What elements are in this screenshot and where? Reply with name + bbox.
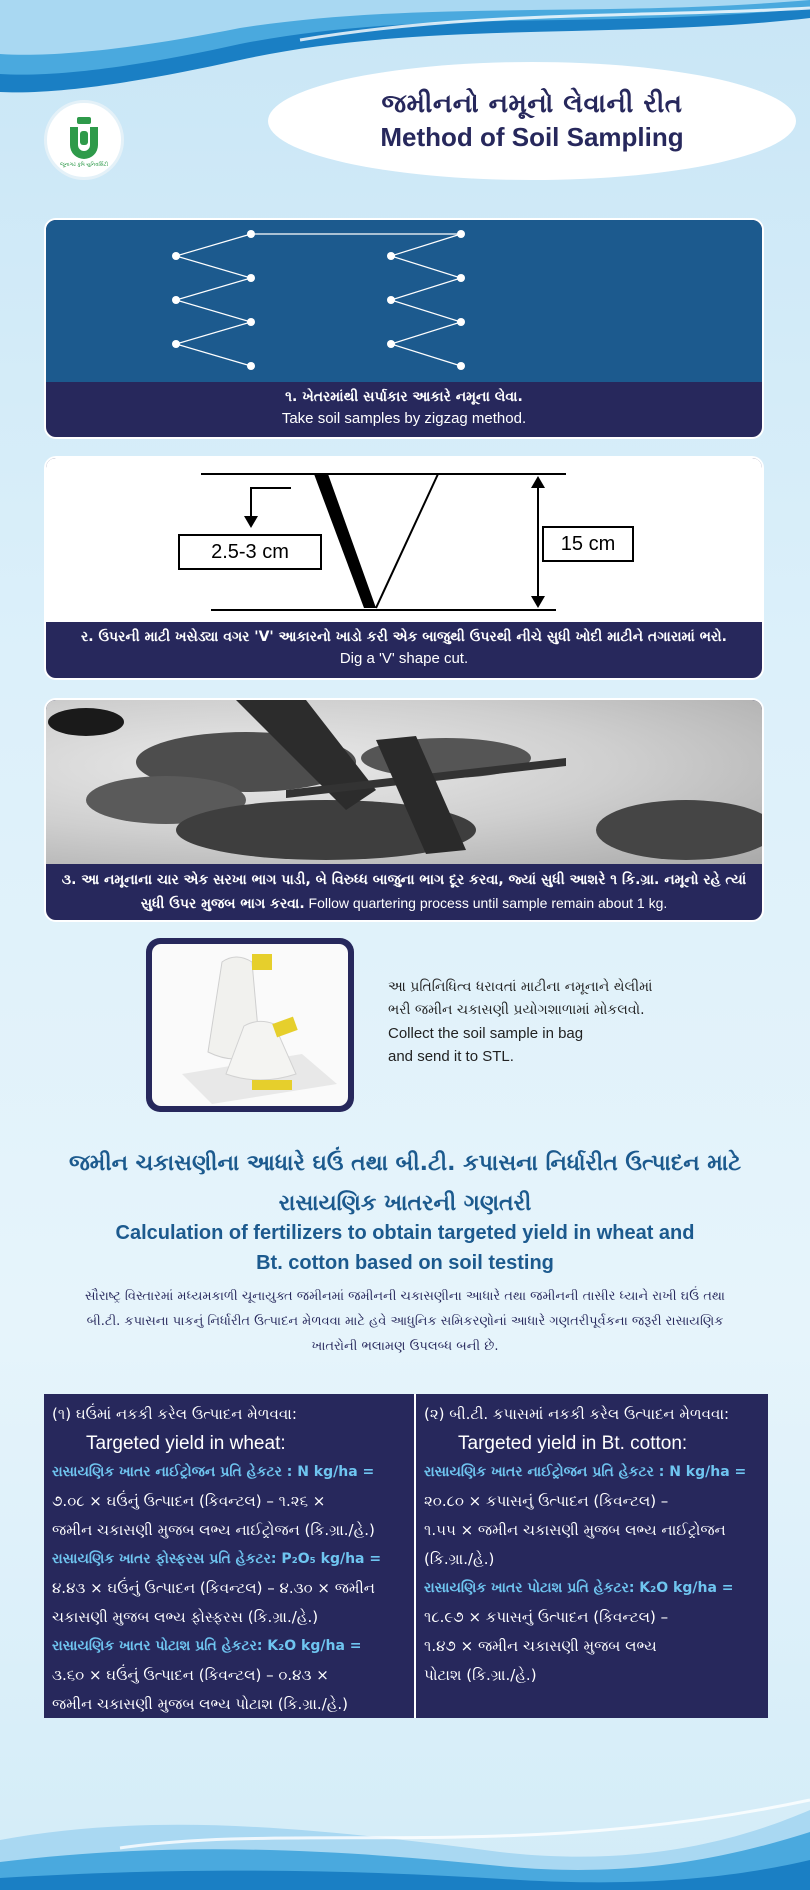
step-3-caption-gujarati: ૩. આ નમૂનાના ચાર એક સરખા ભાગ પાડી, બે વિરુધ્ધ બાજુના ભાગ દૂર કરવા, જ્યાં સુધી આશરે ૧ કિ.ગ્રા. નમૂનો રહે ત્યાં સુધી ઉપર મુજબ ભાગ કરવા. (61, 872, 747, 912)
step-1-caption-english: Take soil samples by zigzag method. (281, 410, 527, 427)
step-3-caption-english: Follow quartering process until sample remain about 1 kg. (308, 895, 668, 911)
cotton-column (416, 1394, 768, 1718)
calc-title-gu-line-1: જમીન ચકાસણીના આધારે ઘઉં તથા બી.ટી. કપાસના નિર્ધારીત ઉત્પાદન માટે (68, 1151, 742, 1176)
step-2-caption (46, 622, 762, 674)
cotton-subheading: Targeted yield in Bt. cotton: (458, 1433, 688, 1454)
bag-instructions (388, 976, 718, 1068)
depth-label-cut: 15 cm (542, 526, 634, 562)
intro-line-1: સૌરાષ્ટ્ર વિસ્તારમાં મધ્યમકાળી ચૂનાયુક્ત જમીનમાં જમીનની ચકાસણીના આધારે તથા જમીનની તાસીર ધ્યાને રાખી ઘઉં તથા (85, 1289, 725, 1304)
wheat-nitrogen-formula-1: ૭.૦૮ × ઘઉંનું ઉત્પાદન (કિવન્ટલ) – ૧.૨૬ × (52, 1492, 326, 1510)
bag-line-4: and send it to STL. (388, 1048, 514, 1065)
wheat-potash-formula-1: ૩.૬૦ × ઘઉંનું ઉત્પાદન (કિવન્ટલ) – ૦.૪૩ × (52, 1666, 329, 1684)
cotton-nitrogen-formula-1: ૨૦.૮૦ × કપાસનું ઉત્પાદન (કિવન્ટલ) – (424, 1492, 669, 1510)
calculation-heading-gujarati (30, 1144, 780, 1224)
cotton-heading: (૨) બી.ટી. કપાસમાં નકકી કરેલ ઉત્પાદન મેળવવા: (424, 1405, 730, 1423)
bag-line-1: આ પ્રતિનિધિત્વ ધરાવતાં માટીના નમૂનાને થેલીમાં (388, 979, 653, 995)
bag-line-2: ભરી જમીન ચકાસણી પ્રયોગશાળામાં મોકલવો. (388, 1002, 645, 1018)
wheat-heading: (૧) ઘઉંમાં નકકી કરેલ ઉત્પાદન મેળવવા: (52, 1405, 297, 1423)
calc-title-en-line-1: Calculation of fertilizers to obtain targeted yield in wheat and (115, 1222, 695, 1244)
page-title-english: Method of Soil Sampling (380, 122, 684, 152)
wheat-subheading: Targeted yield in wheat: (86, 1433, 286, 1454)
wheat-nitrogen-formula-2: જમીન ચકાસણી મુજબ લભ્ય નાઈટ્રોજન (કિ.ગ્રા./હે.) (52, 1521, 375, 1539)
wheat-phosphorus-label: રાસાયણિક ખાતર ફોસ્ફરસ પ્રતિ હેકટર: P₂O₅ kg/ha = (52, 1551, 382, 1567)
bag-line-3: Collect the soil sample in bag (388, 1025, 584, 1042)
calc-title-gu-line-2: રાસાયણિક ખાતરની ગણતરી (278, 1191, 532, 1216)
svg-text:જૂનાગઢ કૃષિ યુનિવર્સિટી: જૂનાગઢ કૃષિ યુનિવર્સિટી (59, 162, 109, 168)
step-2-caption-gujarati: ર. ઉપરની માટી ખસેડ્યા વગર 'V' આકારનો ખાડો કરી એક બાજુથી ઉપરથી નીચે સુધી ખોદી માટીને તગારામાં ભરો. (81, 629, 727, 645)
cotton-potash-label: રાસાયણિક ખાતર પોટાશ પ્રતિ હેકટર: K₂O kg/ha = (424, 1580, 734, 1596)
cotton-potash-formula-2: ૧.૪૭ × જમીન ચકાસણી મુજબ લભ્ય (424, 1637, 657, 1655)
wheat-potash-label: રાસાયણિક ખાતર પોટાશ પ્રતિ હેકટર: K₂O kg/ha = (52, 1638, 362, 1654)
wheat-phosphorus-formula-1: ૪.૪૩ × ઘઉંનું ઉત્પાદન (કિવન્ટલ) – ૪.૩૦ × જમીન (52, 1579, 375, 1597)
calculation-heading-english (30, 1218, 780, 1278)
cotton-potash-formula-3: પોટાશ (કિ.ગ્રા./હે.) (424, 1666, 537, 1684)
zigzag-diagram (46, 220, 762, 382)
step-2-caption-english: Dig a 'V' shape cut. (339, 650, 469, 667)
fertilizer-formula-table (44, 1394, 768, 1718)
wheat-nitrogen-label: રાસાયણિક ખાતર નાઈટ્રોજન પ્રતિ હેકટર : N kg/ha = (52, 1464, 375, 1480)
step-3-caption (46, 864, 762, 920)
cotton-potash-formula-1: ૧૮.૯૭ × કપાસનું ઉત્પાદન (કિવન્ટલ) – (424, 1608, 669, 1626)
step-1-caption-gujarati: ૧. ખેતરમાંથી સર્પાકાર આકારે નમૂના લેવા. (285, 389, 523, 405)
intro-line-2: બી.ટી. કપાસના પાકનું નિર્ધારીત ઉત્પાદન મેળવવા માટે હવે આધુનિક સમિકરણોનાં આધારે ગણતરીપૂર્વકના જરૂરી રાસાયણિક (86, 1314, 724, 1329)
step-1-caption (46, 382, 762, 434)
step-zigzag-panel (44, 218, 764, 439)
page-title-gujarati: જમીનનો નમૂનો લેવાની રીત (381, 89, 683, 119)
university-logo (44, 100, 124, 180)
bottom-wave-decoration (0, 1770, 810, 1890)
title-banner (268, 62, 796, 180)
soil-bag-photo-frame (146, 938, 354, 1112)
v-cut-diagram (46, 458, 762, 622)
logo-emblem-icon (55, 111, 113, 169)
step-v-cut-panel (44, 456, 764, 680)
cotton-nitrogen-formula-3: (કિ.ગ્રા./હે.) (424, 1550, 495, 1568)
cotton-nitrogen-label: રાસાયણિક ખાતર નાઈટ્રોજન પ્રતિ હેકટર : N kg/ha = (424, 1464, 747, 1480)
quartering-photo (46, 700, 762, 864)
wheat-column (44, 1394, 416, 1718)
calculation-intro (50, 1284, 760, 1359)
step-quartering-panel (44, 698, 764, 922)
wheat-potash-formula-2: જમીન ચકાસણી મુજબ લભ્ય પોટાશ (કિ.ગ્રા./હે.) (52, 1695, 349, 1713)
soil-bag-photo (152, 944, 348, 1106)
intro-line-3: ખાતરોની ભલામણ ઉપલબ્ધ બની છે. (311, 1339, 499, 1354)
calc-title-en-line-2: Bt. cotton based on soil testing (256, 1252, 554, 1274)
cotton-nitrogen-formula-2: ૧.૫૫ × જમીન ચકાસણી મુજબ લભ્ય નાઈટ્રોજન (424, 1521, 726, 1539)
depth-label-scrape: 2.5-3 cm (178, 534, 322, 570)
wheat-phosphorus-formula-2: ચકાસણી મુજબ લભ્ય ફોસ્ફરસ (કિ.ગ્રા./હે.) (52, 1608, 319, 1626)
